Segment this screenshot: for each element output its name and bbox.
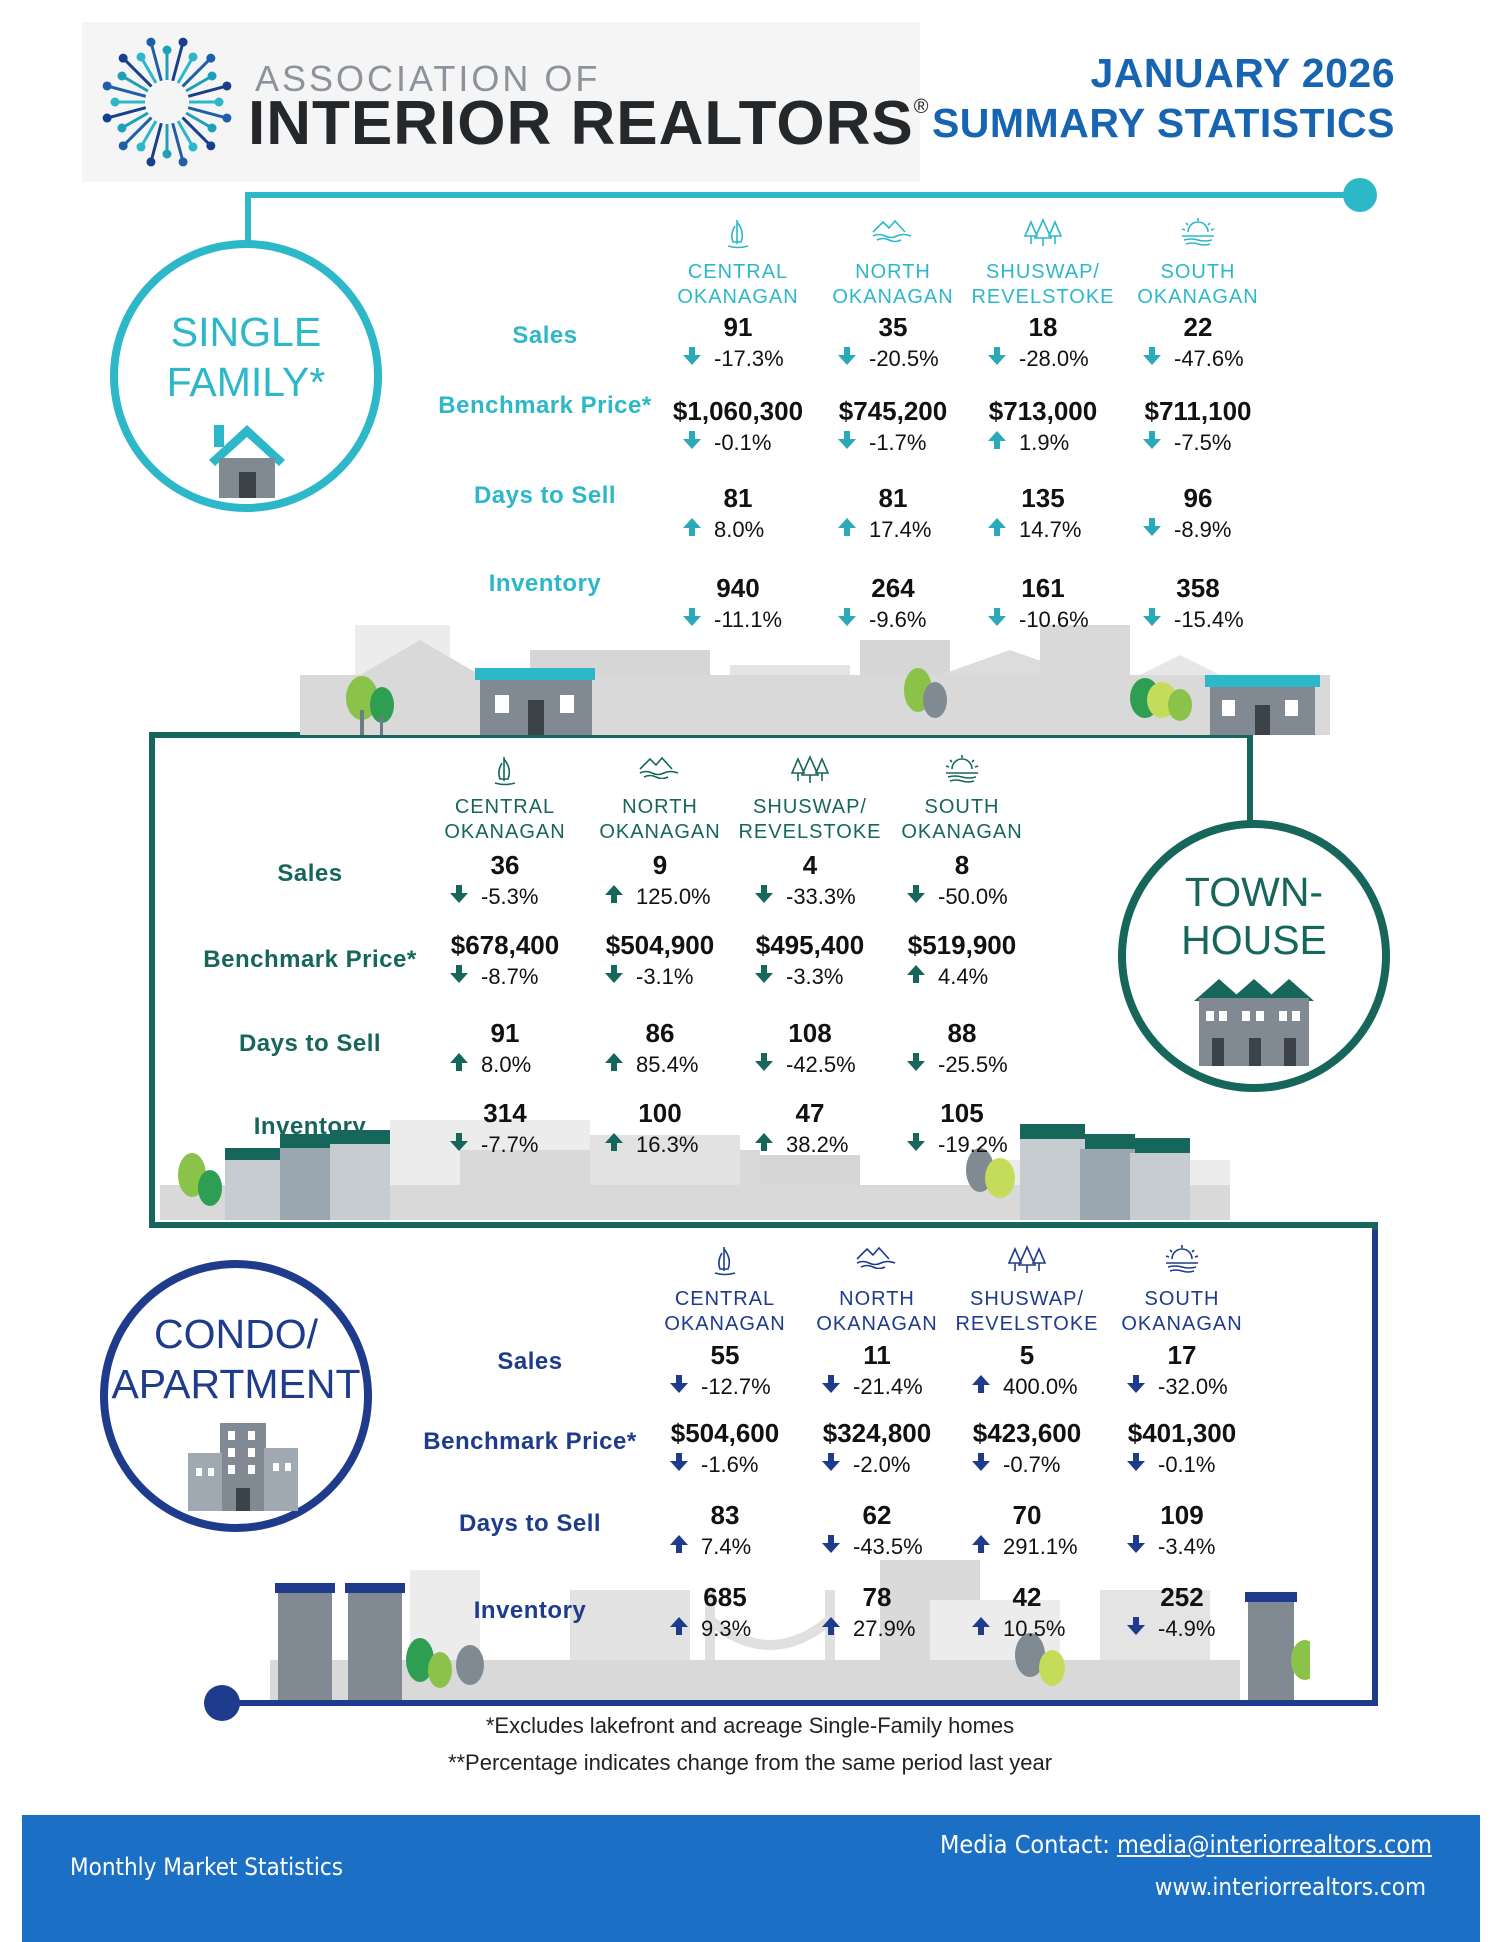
percent-change: 125.0%	[636, 884, 711, 909]
arrow-down-icon	[904, 1052, 928, 1078]
condo-title-line2: APARTMENT	[111, 1361, 361, 1407]
arrow-down-icon	[447, 884, 471, 910]
percent-change: -11.1%	[714, 607, 783, 632]
sales-change	[985, 346, 1135, 372]
row-label-sales: Sales	[277, 860, 343, 887]
row-label-days: Days to Sell	[238, 1030, 382, 1057]
percent-change: 38.2%	[786, 1132, 849, 1157]
inventory-change	[1124, 1616, 1274, 1642]
arrow-up-icon	[985, 430, 1009, 456]
row-label-sales: Sales	[497, 1348, 563, 1375]
arrow-down-icon	[835, 346, 859, 372]
house-icon	[204, 420, 290, 498]
sales-value: 17	[1167, 1340, 1197, 1370]
arrow-down-icon	[752, 1052, 776, 1078]
arrow-up-icon	[969, 1374, 993, 1400]
report-month: JANUARY 2026	[1090, 50, 1395, 96]
inventory-change	[819, 1616, 969, 1642]
sales-change	[835, 346, 985, 372]
percent-change: 85.4%	[636, 1052, 699, 1077]
apartment-building-icon	[188, 1423, 298, 1511]
arrow-down-icon	[1140, 607, 1164, 633]
arrow-down-icon	[447, 1132, 471, 1158]
sales-change	[904, 884, 1054, 910]
days-change	[680, 517, 830, 543]
region-name-line2: OKANAGAN	[901, 821, 1023, 843]
sales-change	[969, 1374, 1119, 1400]
arrow-down-icon	[969, 1452, 993, 1478]
arrow-up-icon	[969, 1534, 993, 1560]
region-name-line2: OKANAGAN	[599, 821, 721, 843]
inventory-change	[680, 607, 830, 633]
region-name-line2: OKANAGAN	[816, 1313, 938, 1335]
benchmark-value: $711,100	[1144, 396, 1252, 426]
region-name-line2: REVELSTOKE	[955, 1313, 1099, 1335]
benchmark-change	[819, 1452, 969, 1478]
arrow-down-icon	[819, 1452, 843, 1478]
days-change	[1140, 517, 1290, 543]
benchmark-value: $745,200	[838, 396, 948, 426]
days-change	[752, 1052, 902, 1078]
sales-value: 22	[1183, 312, 1213, 342]
days-value: 91	[490, 1018, 520, 1048]
benchmark-value: $713,000	[988, 396, 1098, 426]
row-label-sales: Sales	[512, 322, 578, 349]
percent-change: -50.0%	[938, 884, 1008, 909]
inventory-change	[835, 607, 985, 633]
sailboat-icon	[716, 218, 760, 255]
percent-change: 291.1%	[1003, 1534, 1078, 1559]
days-value: 108	[788, 1018, 832, 1048]
inventory-value: 47	[795, 1098, 825, 1128]
inventory-value: 100	[638, 1098, 682, 1128]
mountains-water-icon	[638, 755, 682, 784]
percent-change: -7.7%	[481, 1132, 539, 1157]
benchmark-value: $423,600	[972, 1418, 1082, 1448]
inventory-change	[985, 607, 1135, 633]
media-contact	[940, 1830, 1432, 1859]
benchmark-value: $504,600	[670, 1418, 780, 1448]
arrow-up-icon	[835, 517, 859, 543]
arrow-down-icon	[835, 430, 859, 456]
region-header	[1107, 1287, 1257, 1337]
percent-change: -10.6%	[1019, 607, 1089, 632]
media-contact-label: Media Contact:	[940, 1830, 1117, 1859]
benchmark-change	[1124, 1452, 1274, 1478]
days-change	[904, 1052, 1054, 1078]
single-family-title-line1: SINGLE	[170, 309, 322, 355]
percent-change: 10.5%	[1003, 1616, 1066, 1641]
benchmark-value: $1,060,300	[672, 396, 804, 426]
sales-value: 4	[802, 850, 818, 880]
org-name-line2: INTERIOR REALTORS®	[248, 89, 930, 158]
inventory-value: 161	[1021, 573, 1065, 603]
single-family-skyline	[300, 620, 1330, 738]
region-name-line2: OKANAGAN	[664, 1313, 786, 1335]
arrow-down-icon	[667, 1374, 691, 1400]
condo-badge	[100, 1260, 372, 1532]
sunset-icon	[1176, 218, 1220, 253]
percent-change: -15.4%	[1174, 607, 1244, 632]
benchmark-change	[904, 964, 1054, 990]
row-label-benchmark: Benchmark Price*	[423, 1428, 637, 1455]
arrow-down-icon	[680, 607, 704, 633]
percent-change: -20.5%	[869, 346, 939, 371]
benchmark-change	[602, 964, 752, 990]
media-email-link[interactable]: media@interiorrealtors.com	[1116, 1830, 1432, 1859]
percent-change: -2.0%	[853, 1452, 911, 1477]
percent-change: -43.5%	[853, 1534, 923, 1559]
region-header	[585, 795, 735, 845]
inventory-value: 252	[1160, 1582, 1204, 1612]
percent-change: 7.4%	[701, 1534, 752, 1559]
percent-change: 4.4%	[938, 964, 989, 989]
inventory-change	[969, 1616, 1119, 1642]
percent-change: 14.7%	[1019, 517, 1082, 542]
benchmark-change	[752, 964, 902, 990]
benchmark-value: $519,900	[907, 930, 1017, 960]
inventory-change	[904, 1132, 1054, 1158]
region-name-line1: SHUSWAP/	[753, 796, 867, 818]
sales-value: 91	[723, 312, 753, 342]
arrow-down-icon	[904, 1132, 928, 1158]
percent-change: -7.5%	[1174, 430, 1232, 455]
sales-value: 9	[652, 850, 668, 880]
benchmark-value: $324,800	[822, 1418, 932, 1448]
website-link[interactable]: www.interiorrealtors.com	[1154, 1873, 1426, 1901]
percent-change: 400.0%	[1003, 1374, 1078, 1399]
percent-change: -47.6%	[1174, 346, 1244, 371]
arrow-down-icon	[985, 607, 1009, 633]
arrow-down-icon	[985, 346, 1009, 372]
condo-title-line1: CONDO/	[154, 1311, 318, 1357]
row-label-days: Days to Sell	[458, 1510, 602, 1537]
region-header	[952, 1287, 1102, 1337]
region-name-line1: SHUSWAP/	[970, 1288, 1084, 1310]
townhouse-badge	[1118, 820, 1390, 1092]
arrow-down-icon	[1140, 430, 1164, 456]
days-value: 81	[723, 483, 753, 513]
region-name-line2: REVELSTOKE	[738, 821, 882, 843]
arrow-up-icon	[602, 1052, 626, 1078]
sales-change	[667, 1374, 817, 1400]
region-name-line2: REVELSTOKE	[971, 286, 1115, 308]
region-name-line2: OKANAGAN	[677, 286, 799, 308]
row-label-benchmark: Benchmark Price*	[203, 946, 417, 973]
arrow-down-icon	[752, 884, 776, 910]
region-name-line2: OKANAGAN	[832, 286, 954, 308]
region-header	[1123, 260, 1273, 310]
arrow-down-icon	[602, 964, 626, 990]
mountains-water-icon	[855, 1245, 899, 1274]
days-change	[819, 1534, 969, 1560]
inventory-value: 314	[483, 1098, 527, 1128]
inventory-change	[447, 1132, 597, 1158]
percent-change: -1.7%	[869, 430, 927, 455]
sales-change	[752, 884, 902, 910]
arrow-down-icon	[819, 1374, 843, 1400]
arrow-down-icon	[680, 430, 704, 456]
sales-value: 35	[878, 312, 908, 342]
region-header	[663, 260, 813, 310]
benchmark-change	[835, 430, 985, 456]
inventory-value: 940	[716, 573, 760, 603]
sales-change	[680, 346, 830, 372]
single-family-badge	[110, 240, 382, 512]
days-change	[835, 517, 985, 543]
region-header	[802, 1287, 952, 1337]
row-label-benchmark: Benchmark Price*	[438, 392, 652, 419]
sales-change	[819, 1374, 969, 1400]
footnote-percentage: **Percentage indicates change from the same period last year	[447, 1750, 1053, 1775]
days-change	[602, 1052, 752, 1078]
townhouse-title-line1: TOWN-	[1184, 869, 1324, 915]
sunset-icon	[940, 755, 984, 790]
benchmark-value: $401,300	[1127, 1418, 1237, 1448]
sales-value: 55	[710, 1340, 740, 1370]
percent-change: -0.7%	[1003, 1452, 1061, 1477]
percent-change: 17.4%	[869, 517, 932, 542]
region-name-line1: NORTH	[855, 261, 931, 283]
region-header	[887, 795, 1037, 845]
percent-change: 27.9%	[853, 1616, 916, 1641]
arrow-up-icon	[969, 1616, 993, 1642]
single-family-title-line2: FAMILY*	[166, 359, 326, 405]
arrow-down-icon	[680, 346, 704, 372]
region-name-line2: OKANAGAN	[1137, 286, 1259, 308]
percent-change: -33.3%	[786, 884, 856, 909]
arrow-down-icon	[667, 1452, 691, 1478]
arrow-down-icon	[1124, 1452, 1148, 1478]
percent-change: -0.1%	[714, 430, 772, 455]
benchmark-change	[969, 1452, 1119, 1478]
inventory-value: 42	[1012, 1582, 1042, 1612]
percent-change: -12.7%	[701, 1374, 771, 1399]
region-name-line1: CENTRAL	[674, 1288, 776, 1310]
sales-value: 5	[1019, 1340, 1035, 1370]
benchmark-value: $495,400	[755, 930, 865, 960]
benchmark-change	[680, 430, 830, 456]
region-name-line1: SOUTH	[1160, 261, 1236, 283]
arrow-down-icon	[904, 884, 928, 910]
footer-tagline: Monthly Market Statistics	[70, 1853, 343, 1881]
report-title: SUMMARY STATISTICS	[931, 100, 1395, 146]
registered-mark: ®	[913, 96, 930, 118]
region-name-line1: NORTH	[839, 1288, 915, 1310]
percent-change: -9.6%	[869, 607, 927, 632]
row-label-days: Days to Sell	[473, 482, 617, 509]
inventory-change	[752, 1132, 902, 1158]
days-change	[447, 1052, 597, 1078]
arrow-down-icon	[752, 964, 776, 990]
percent-change: -28.0%	[1019, 346, 1089, 371]
sailboat-icon	[703, 1245, 747, 1282]
arrow-down-icon	[835, 607, 859, 633]
percent-change: -25.5%	[938, 1052, 1008, 1077]
arrow-up-icon	[904, 964, 928, 990]
townhouse-title-line2: HOUSE	[1181, 917, 1327, 963]
percent-change: 9.3%	[701, 1616, 752, 1641]
arrow-up-icon	[752, 1132, 776, 1158]
row-label-inventory: Inventory	[253, 1113, 367, 1140]
arrow-down-icon	[1124, 1534, 1148, 1560]
benchmark-value: $504,900	[605, 930, 715, 960]
arrow-down-icon	[1140, 346, 1164, 372]
percent-change: 8.0%	[481, 1052, 532, 1077]
mountains-water-icon	[871, 218, 915, 247]
inventory-value: 78	[862, 1582, 892, 1612]
days-change	[969, 1534, 1119, 1560]
percent-change: -4.9%	[1158, 1616, 1216, 1641]
arrow-up-icon	[602, 1132, 626, 1158]
percent-change: -32.0%	[1158, 1374, 1228, 1399]
arrow-up-icon	[447, 1052, 471, 1078]
days-value: 70	[1012, 1500, 1042, 1530]
arrow-up-icon	[667, 1534, 691, 1560]
region-header	[818, 260, 968, 310]
footnote-lakefront: *Excludes lakefront and acreage Single-Family homes	[485, 1713, 1015, 1738]
sales-value: 36	[490, 850, 520, 880]
inventory-change	[667, 1616, 817, 1642]
benchmark-value: $678,400	[450, 930, 560, 960]
benchmark-change	[667, 1452, 817, 1478]
days-value: 135	[1021, 483, 1065, 513]
region-name-line2: OKANAGAN	[444, 821, 566, 843]
region-name-line1: SOUTH	[924, 796, 1000, 818]
arrow-down-icon	[447, 964, 471, 990]
region-header	[430, 795, 580, 845]
inventory-value: 358	[1176, 573, 1220, 603]
percent-change: -0.1%	[1158, 1452, 1216, 1477]
region-name-line2: OKANAGAN	[1121, 1313, 1243, 1335]
percent-change: -8.7%	[481, 964, 539, 989]
percent-change: -42.5%	[786, 1052, 856, 1077]
arrow-up-icon	[985, 517, 1009, 543]
arrow-down-icon	[819, 1534, 843, 1560]
percent-change: -3.3%	[786, 964, 844, 989]
percent-change: -5.3%	[481, 884, 539, 909]
percent-change: -21.4%	[853, 1374, 923, 1399]
benchmark-change	[1140, 430, 1290, 456]
days-value: 96	[1183, 483, 1213, 513]
percent-change: -17.3%	[714, 346, 784, 371]
percent-change: -8.9%	[1174, 517, 1232, 542]
region-name-line1: NORTH	[622, 796, 698, 818]
days-value: 81	[878, 483, 908, 513]
percent-change: -3.4%	[1158, 1534, 1216, 1559]
percent-change: -1.6%	[701, 1452, 759, 1477]
percent-change: 16.3%	[636, 1132, 699, 1157]
org-name-line1: ASSOCIATION OF	[255, 58, 601, 99]
inventory-value: 264	[871, 573, 915, 603]
townhouse-icon	[1194, 976, 1314, 1066]
arrow-up-icon	[667, 1616, 691, 1642]
benchmark-change	[985, 430, 1135, 456]
region-name-line1: CENTRAL	[687, 261, 789, 283]
inventory-change	[1140, 607, 1290, 633]
region-name-line1: CENTRAL	[454, 796, 556, 818]
row-label-inventory: Inventory	[488, 570, 602, 597]
days-change	[1124, 1534, 1274, 1560]
days-value: 109	[1160, 1500, 1204, 1530]
arrow-up-icon	[819, 1616, 843, 1642]
days-value: 88	[947, 1018, 977, 1048]
days-change	[667, 1534, 817, 1560]
inventory-change	[602, 1132, 752, 1158]
sales-value: 8	[954, 850, 970, 880]
inventory-value: 105	[940, 1098, 984, 1128]
sales-change	[1124, 1374, 1274, 1400]
days-value: 62	[862, 1500, 892, 1530]
trees-icon	[1005, 1245, 1049, 1280]
inventory-value: 685	[703, 1582, 747, 1612]
arrow-up-icon	[680, 517, 704, 543]
percent-change: -3.1%	[636, 964, 694, 989]
percent-change: 1.9%	[1019, 430, 1070, 455]
arrow-down-icon	[1124, 1374, 1148, 1400]
days-value: 86	[645, 1018, 675, 1048]
region-header	[968, 260, 1118, 310]
days-change	[985, 517, 1135, 543]
sales-change	[602, 884, 752, 910]
sunset-icon	[1160, 1245, 1204, 1280]
sales-change	[447, 884, 597, 910]
arrow-up-icon	[602, 884, 626, 910]
row-label-inventory: Inventory	[473, 1597, 587, 1624]
sales-change	[1140, 346, 1290, 372]
sales-value: 11	[863, 1340, 891, 1370]
region-header	[735, 795, 885, 845]
region-name-line1: SOUTH	[1144, 1288, 1220, 1310]
region-name-line1: SHUSWAP/	[986, 261, 1100, 283]
trees-icon	[788, 755, 832, 790]
percent-change: 8.0%	[714, 517, 765, 542]
benchmark-change	[447, 964, 597, 990]
region-header	[650, 1287, 800, 1337]
arrow-down-icon	[1140, 517, 1164, 543]
percent-change: -19.2%	[938, 1132, 1008, 1157]
sales-value: 18	[1028, 312, 1058, 342]
arrow-down-icon	[1124, 1616, 1148, 1642]
days-value: 83	[710, 1500, 740, 1530]
trees-icon	[1021, 218, 1065, 253]
sailboat-icon	[483, 755, 527, 792]
